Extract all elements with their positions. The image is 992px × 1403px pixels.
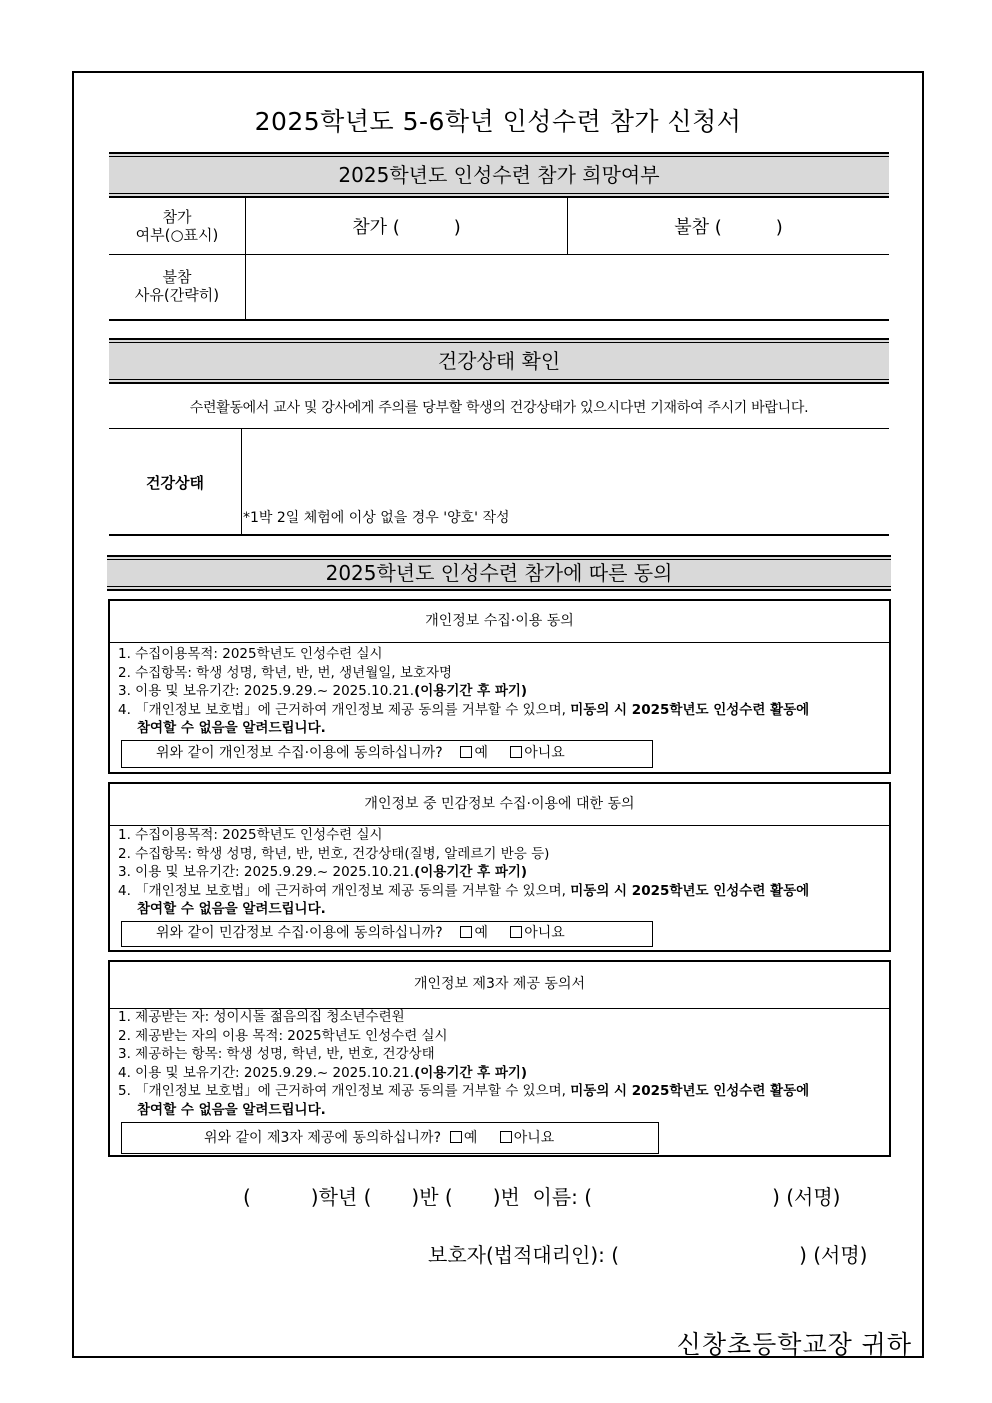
yes-checkbox[interactable] xyxy=(460,926,472,938)
yes-checkbox[interactable] xyxy=(450,1131,462,1143)
consent-title: 개인정보 수집·이용 동의 xyxy=(110,601,889,643)
list-item: 4. 「개인정보 보호법」에 근거하여 개인정보 제공 동의를 거부할 수 있으며, 미동의 시 2025학년도 인성수련 활동에 xyxy=(118,882,810,899)
health-hint: *1박 2일 체험에 이상 없을 경우 '양호' 작성 xyxy=(243,510,510,526)
list-item: 4. 「개인정보 보호법」에 근거하여 개인정보 제공 동의를 거부할 수 있으며, 미동의 시 2025학년도 인성수련 활동에 xyxy=(118,701,810,718)
consent-items xyxy=(118,1008,887,1119)
divider xyxy=(109,428,889,429)
list-item: 3. 이용 및 보유기간: 2025.9.29.~ 2025.10.21.(이용기간 후 파기) xyxy=(118,864,528,880)
participation-label: 참가 여부(○표시) xyxy=(135,208,219,244)
consent-box-personal-info xyxy=(108,599,891,774)
list-item: 참여할 수 없음을 알려드립니다. xyxy=(137,1101,326,1118)
section-health-header: 건강상태 확인 xyxy=(109,338,889,384)
list-item: 3. 제공하는 항목: 학생 성명, 학년, 반, 번호, 건강상태 xyxy=(118,1046,435,1062)
consent-question-row: 위와 같이 민감정보 수집·이용에 동의하십니까? 예 아니요 xyxy=(121,921,653,947)
consent-title: 개인정보 제3자 제공 동의서 xyxy=(110,962,889,1009)
list-item: 참여할 수 없음을 알려드립니다. xyxy=(137,720,326,736)
consent-question-row: 위와 같이 제3자 제공에 동의하십니까? 예 아니요 xyxy=(121,1122,659,1154)
consent-items xyxy=(118,645,887,738)
consent-box-third-party xyxy=(108,960,891,1157)
absent-option[interactable]: 불참 ( ) xyxy=(674,217,783,238)
consent-items xyxy=(118,826,887,919)
divider xyxy=(241,428,242,535)
divider xyxy=(109,254,889,255)
consent-title: 개인정보 중 민감정보 수집·이용에 대한 동의 xyxy=(110,784,889,826)
health-status-field[interactable] xyxy=(246,432,884,502)
consent-question-row: 위와 같이 개인정보 수집·이용에 동의하십니까? 예 아니요 xyxy=(121,740,653,768)
health-notice: 수련활동에서 교사 및 강사에게 주의를 당부할 학생의 건강상태가 있으시다면 기재하여 주시기 바랍니다. xyxy=(189,400,809,416)
list-item: 2. 제공받는 자의 이용 목적: 2025학년도 인성수련 실시 xyxy=(118,1027,448,1044)
no-checkbox[interactable] xyxy=(510,926,522,938)
list-item: 참여할 수 없음을 알려드립니다. xyxy=(137,901,326,917)
absence-reason-field[interactable] xyxy=(250,258,884,316)
guardian-signature-line[interactable]: 보호자(법적대리인): ( ) (서명) xyxy=(428,1243,868,1267)
list-item: 1. 수집이용목적: 2025학년도 인성수련 실시 xyxy=(118,646,383,662)
list-item: 5. 「개인정보 보호법」에 근거하여 개인정보 제공 동의를 거부할 수 있으며, 미동의 시 2025학년도 인성수련 활동에 xyxy=(118,1083,810,1099)
attend-option[interactable]: 참가 ( ) xyxy=(352,217,461,238)
section-consent-header: 2025학년도 인성수련 참가에 따른 동의 xyxy=(107,555,891,591)
no-checkbox[interactable] xyxy=(500,1131,512,1143)
recipient: 신창초등학교장 귀하 xyxy=(676,1330,912,1359)
consent-box-sensitive-info xyxy=(108,782,891,952)
divider xyxy=(109,319,889,321)
list-item: 2. 수집항목: 학생 성명, 학년, 반, 번, 생년월일, 보호자명 xyxy=(118,664,453,681)
page-title: 2025학년도 5-6학년 인성수련 참가 신청서 xyxy=(254,107,742,136)
list-item: 1. 수집이용목적: 2025학년도 인성수련 실시 xyxy=(118,827,383,843)
list-item: 4. 이용 및 보유기간: 2025.9.29.~ 2025.10.21.(이용기간 후 파기) xyxy=(118,1064,528,1081)
section-participation-header: 2025학년도 인성수련 참가 희망여부 xyxy=(109,152,889,198)
divider xyxy=(109,534,889,536)
yes-checkbox[interactable] xyxy=(460,746,472,758)
list-item: 3. 이용 및 보유기간: 2025.9.29.~ 2025.10.21.(이용기간 후 파기) xyxy=(118,683,528,699)
student-signature-line[interactable]: ( )학년 ( )반 ( )번 이름: ( ) (서명) xyxy=(243,1185,841,1209)
absence-reason-label: 불참 사유(간략히) xyxy=(134,268,220,304)
list-item: 2. 수집항목: 학생 성명, 학년, 반, 번호, 건강상태(질병, 알레르기 반응 등) xyxy=(118,845,550,862)
health-status-label: 건강상태 xyxy=(146,474,204,492)
no-checkbox[interactable] xyxy=(510,746,522,758)
list-item: 1. 제공받는 자: 성이시돌 젊음의집 청소년수련원 xyxy=(118,1009,405,1025)
